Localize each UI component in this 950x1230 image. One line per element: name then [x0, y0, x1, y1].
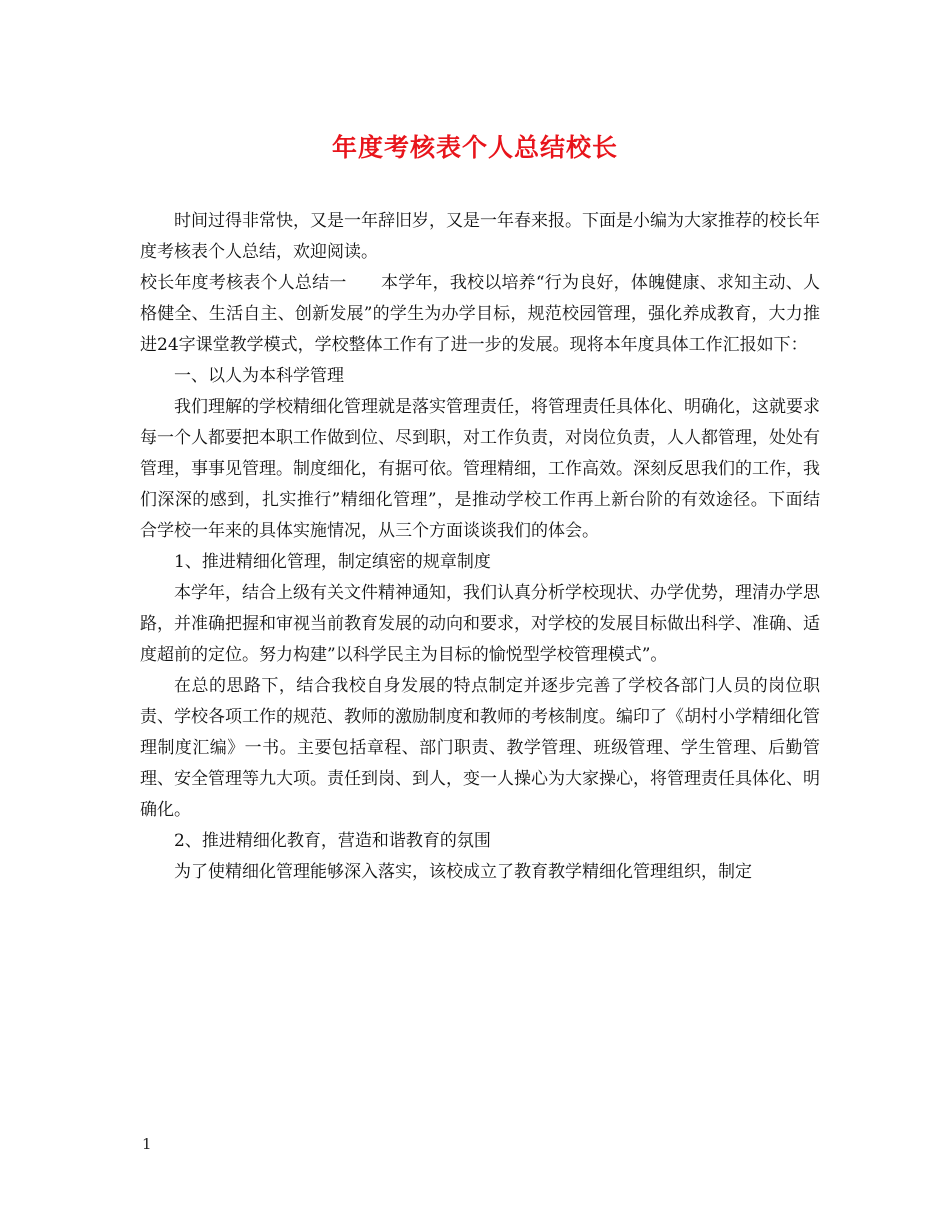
- body-paragraph: 1、推进精细化管理，制定缜密的规章制度: [174, 552, 491, 572]
- body-paragraph: 校长年度考核表个人总结一 本学年，我校以培养“行为良好，体魄健康、求知主动、人格健全、生活自主、创新发展”的学生为办学目标，规范校园管理，强化养成教育，大力推进24字课堂教学模式，学校整体工作有了进一步的发展。现将本年度具体工作汇报如下：: [140, 273, 820, 355]
- body-paragraph: 一、以人为本科学管理: [174, 366, 344, 386]
- body-paragraph: 时间过得非常快，又是一年辞旧岁，又是一年春来报。下面是小编为大家推荐的校长年度考核表个人总结，欢迎阅读。: [140, 211, 820, 262]
- document-title: 年度考核表个人总结校长: [331, 133, 618, 162]
- body-paragraph: 为了使精细化管理能够深入落实，该校成立了教育教学精细化管理组织，制定: [174, 862, 752, 882]
- body-paragraph: 我们理解的学校精细化管理就是落实管理责任，将管理责任具体化、明确化，这就要求每一个人都要把本职工作做到位、尽到职，对工作负责，对岗位负责，人人都管理，处处有管理，事事见管理。制度细化，有据可依。管理精细，工作高效。深刻反思我们的工作，我们深深的感到，扎实推行”精细化管理”，是推动学校工作再上新台阶的有效途径。下面结合学校一年来的具体实施情况，从三个方面谈谈我们的体会。: [140, 397, 820, 541]
- body-paragraph: 本学年，结合上级有关文件精神通知，我们认真分析学校现状、办学优势，理清办学思路，并准确把握和审视当前教育发展的动向和要求，对学校的发展目标做出科学、准确、适度超前的定位。努力构建”以科学民主为目标的愉悦型学校管理模式”。: [140, 583, 820, 665]
- document-body: [140, 206, 820, 888]
- body-paragraph: 2、推进精细化教育，营造和谐教育的氛围: [174, 831, 491, 851]
- page-number: 1: [142, 1135, 152, 1153]
- body-paragraph: 在总的思路下，结合我校自身发展的特点制定并逐步完善了学校各部门人员的岗位职责、学校各项工作的规范、教师的激励制度和教师的考核制度。编印了《胡村小学精细化管理制度汇编》一书。主要包括章程、部门职责、教学管理、班级管理、学生管理、后勤管理、安全管理等九大项。责任到岗、到人，变一人操心为大家操心，将管理责任具体化、明确化。: [140, 676, 820, 820]
